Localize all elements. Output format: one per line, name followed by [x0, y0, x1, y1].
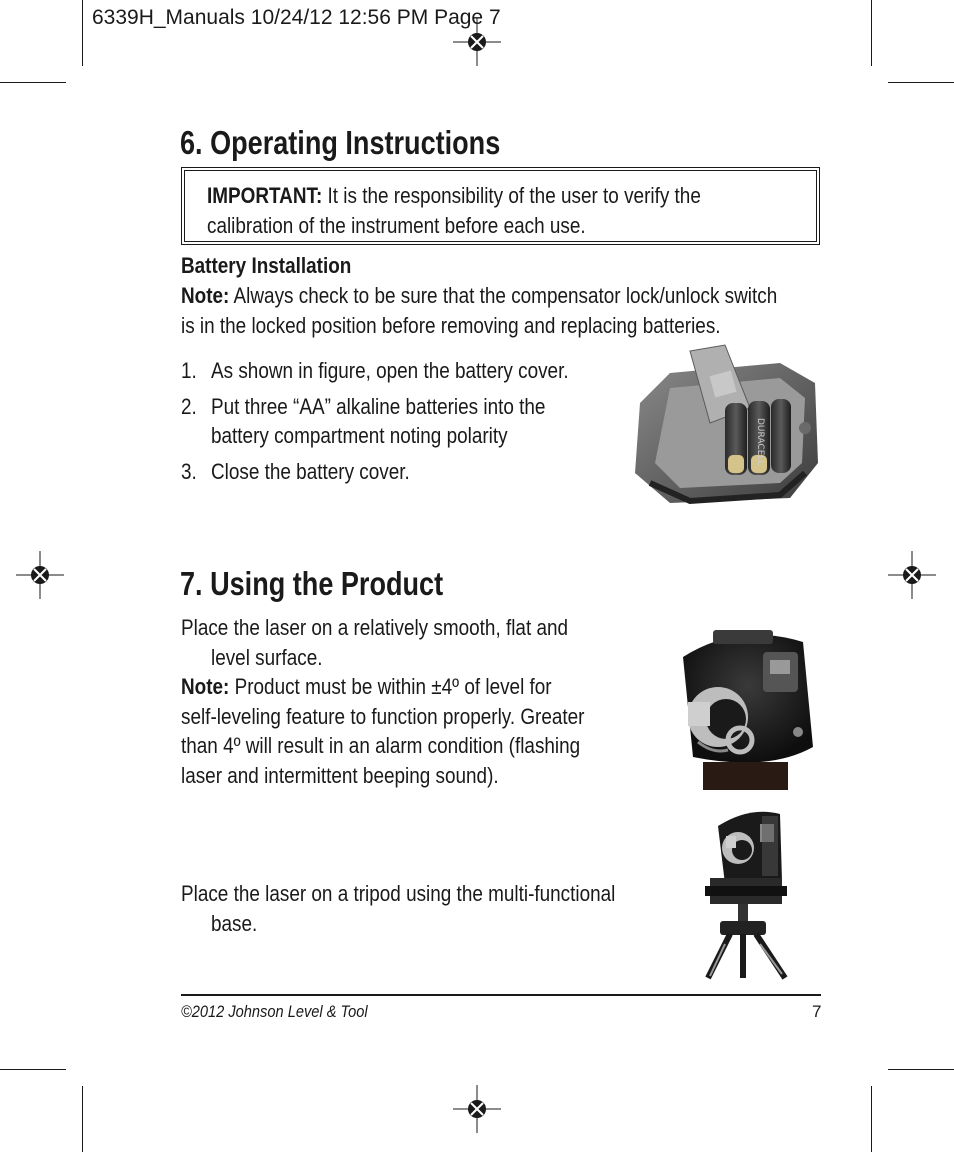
section-6-title: 6. Operating Instructions — [180, 124, 501, 161]
tripod-line-1: Place the laser on a tripod using the multi-functional — [181, 881, 616, 906]
important-line-1: It is the responsibility of the user to verify the — [322, 183, 701, 208]
tripod-mounted-laser-image — [700, 806, 810, 981]
important-notice-box — [181, 167, 820, 245]
step-1-text: As shown in figure, open the battery cover. — [211, 358, 569, 383]
battery-note-line-1: Note: Always check to be sure that the compensator lock/unlock switch — [181, 283, 778, 308]
important-notice-text — [207, 181, 701, 241]
registration-mark-right-icon — [888, 551, 936, 599]
section-7-title: 7. Using the Product — [180, 565, 444, 602]
battery-installation-heading: Battery Installation — [181, 253, 352, 278]
crop-mark-top-right-vertical — [871, 0, 872, 66]
level-note-line-1: Note: Product must be within ±4º of level for — [181, 674, 552, 699]
registration-mark-left-icon — [16, 551, 64, 599]
battery-note-line-2: is in the locked position before removing and replacing batteries. — [181, 313, 721, 338]
battery-brand-label: DURACELL — [755, 418, 765, 466]
step-3-text: Close the battery cover. — [211, 459, 410, 484]
print-slug: 6339H_Manuals 10/24/12 12:56 PM Page 7 — [92, 6, 501, 29]
registration-mark-top-icon — [453, 18, 501, 66]
crop-mark-bottom-left-horizontal — [0, 1069, 66, 1070]
crop-mark-top-right-horizontal — [888, 82, 954, 83]
level-note-line-4: laser and intermittent beeping sound). — [181, 763, 499, 788]
step-1-number: 1. — [181, 358, 197, 383]
page-number: 7 — [812, 1002, 822, 1021]
place-laser-line-2: level surface. — [211, 645, 323, 670]
step-2-number: 2. — [181, 394, 197, 419]
laser-level-image — [668, 622, 818, 792]
place-laser-line-1: Place the laser on a relatively smooth, flat and — [181, 615, 569, 640]
step-2-text-line-2: battery compartment noting polarity — [211, 423, 508, 448]
battery-note-label: Note: — [181, 283, 230, 308]
battery-compartment-image — [630, 343, 820, 505]
crop-mark-bottom-right-horizontal — [888, 1069, 954, 1070]
level-note-label: Note: — [181, 674, 230, 699]
crop-mark-top-left-vertical — [82, 0, 83, 66]
crop-mark-top-left-horizontal — [0, 82, 66, 83]
important-line-2: calibration of the instrument before each use. — [207, 213, 586, 238]
important-label: IMPORTANT: — [207, 183, 323, 208]
level-note-line-2: self-leveling feature to function properly. Greater — [181, 704, 585, 729]
footer-rule — [181, 994, 821, 996]
copyright-text: ©2012 Johnson Level & Tool — [181, 1002, 368, 1021]
step-3-number: 3. — [181, 459, 197, 484]
step-2-text-line-1: Put three “AA” alkaline batteries into the — [211, 394, 546, 419]
crop-mark-bottom-left-vertical — [82, 1086, 83, 1152]
tripod-line-2: base. — [211, 911, 258, 936]
registration-mark-bottom-icon — [453, 1085, 501, 1133]
level-note-line-3: than 4º will result in an alarm condition (flashing — [181, 733, 581, 758]
crop-mark-bottom-right-vertical — [871, 1086, 872, 1152]
